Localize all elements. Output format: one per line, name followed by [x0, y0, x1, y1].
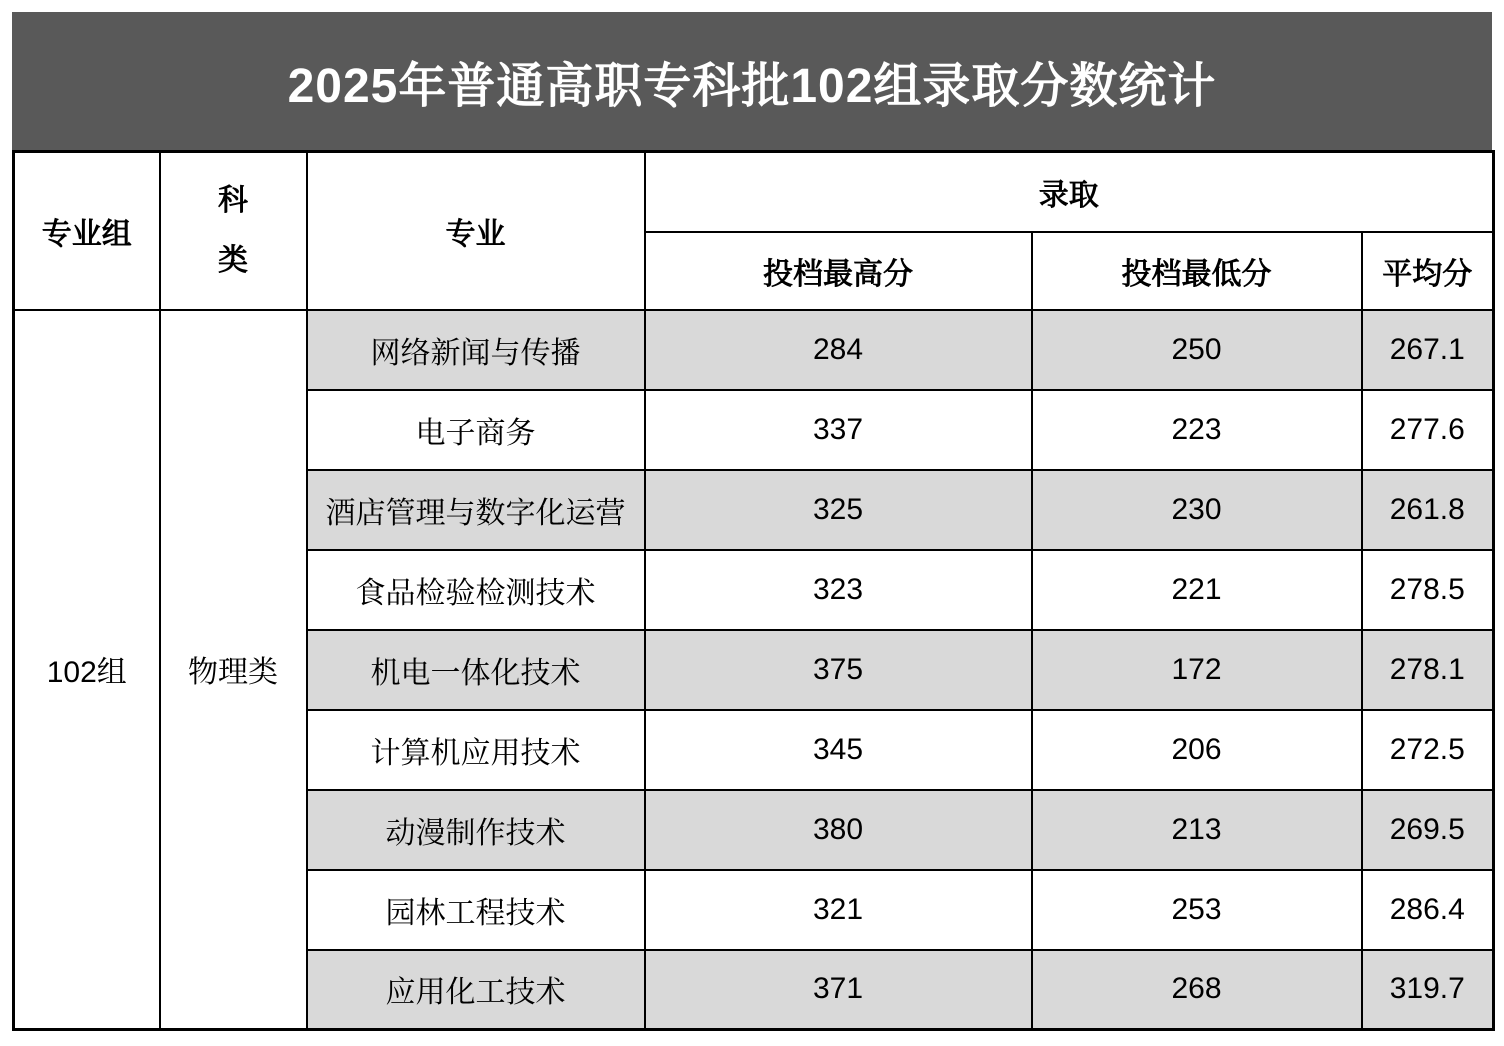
major-cell: 网络新闻与传播	[307, 310, 645, 390]
max-score-cell: 337	[645, 390, 1032, 470]
sheet	[12, 12, 1492, 1031]
min-score-cell: 250	[1032, 310, 1362, 390]
major-cell: 动漫制作技术	[307, 790, 645, 870]
category-cell: 物理类	[160, 310, 307, 1030]
header-group: 专业组	[14, 152, 160, 310]
major-cell: 应用化工技术	[307, 950, 645, 1030]
major-cell: 电子商务	[307, 390, 645, 470]
max-score-cell: 284	[645, 310, 1032, 390]
header-max-score: 投档最高分	[645, 232, 1032, 310]
header-min-score: 投档最低分	[1032, 232, 1362, 310]
max-score-cell: 345	[645, 710, 1032, 790]
avg-score-cell: 278.5	[1362, 550, 1494, 630]
avg-score-cell: 267.1	[1362, 310, 1494, 390]
scores-table	[12, 150, 1495, 1031]
avg-score-cell: 286.4	[1362, 870, 1494, 950]
max-score-cell: 375	[645, 630, 1032, 710]
page-title-text: 2025年普通高职专科批102组录取分数统计	[287, 59, 1217, 113]
min-score-cell: 206	[1032, 710, 1362, 790]
major-cell: 食品检验检测技术	[307, 550, 645, 630]
max-score-cell: 323	[645, 550, 1032, 630]
avg-score-cell: 319.7	[1362, 950, 1494, 1030]
header-admission: 录取	[645, 152, 1494, 232]
major-cell: 园林工程技术	[307, 870, 645, 950]
max-score-cell: 371	[645, 950, 1032, 1030]
min-score-cell: 230	[1032, 470, 1362, 550]
major-cell: 计算机应用技术	[307, 710, 645, 790]
group-cell: 102组	[14, 310, 160, 1030]
table-row	[14, 310, 1494, 390]
avg-score-cell: 272.5	[1362, 710, 1494, 790]
avg-score-cell: 277.6	[1362, 390, 1494, 470]
header-major: 专业	[307, 152, 645, 310]
avg-score-cell: 261.8	[1362, 470, 1494, 550]
min-score-cell: 221	[1032, 550, 1362, 630]
min-score-cell: 213	[1032, 790, 1362, 870]
page-title	[12, 12, 1492, 150]
min-score-cell: 268	[1032, 950, 1362, 1030]
avg-score-cell: 278.1	[1362, 630, 1494, 710]
header-avg-score: 平均分	[1362, 232, 1494, 310]
max-score-cell: 380	[645, 790, 1032, 870]
avg-score-cell: 269.5	[1362, 790, 1494, 870]
min-score-cell: 223	[1032, 390, 1362, 470]
min-score-cell: 253	[1032, 870, 1362, 950]
header-category-text: 科类	[218, 183, 248, 277]
max-score-cell: 321	[645, 870, 1032, 950]
max-score-cell: 325	[645, 470, 1032, 550]
major-cell: 机电一体化技术	[307, 630, 645, 710]
header-category	[160, 152, 307, 310]
min-score-cell: 172	[1032, 630, 1362, 710]
major-cell: 酒店管理与数字化运营	[307, 470, 645, 550]
